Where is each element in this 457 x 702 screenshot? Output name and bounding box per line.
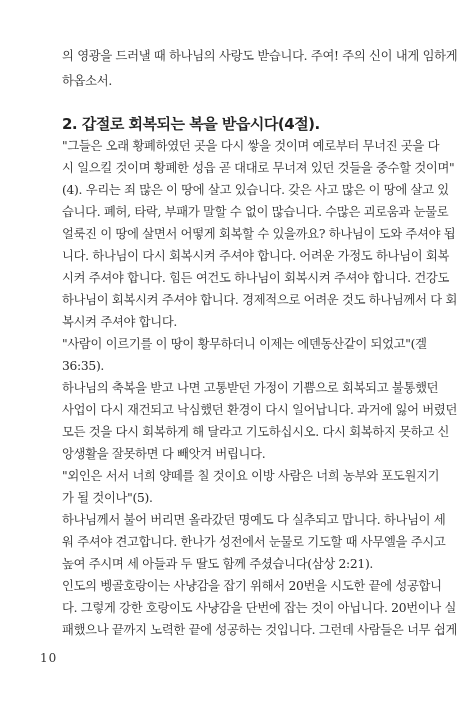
text-line: 가 될 것이나"(5). [62,491,153,505]
text-line: 얼룩진 이 땅에 살면서 어떻게 회복할 수 있을까요? 하나님이 도와 주셔야 됩 [62,227,456,241]
text-line: 패했으나 끝까지 노력한 끝에 성공하는 것입니다. 그런데 사람들은 너무 쉽게 [62,623,457,637]
text-line: 복시켜 주셔야 합니다. [62,315,178,329]
text-line: 니다. 하나님이 다시 회복시켜 주셔야 합니다. 어려운 가정도 하나님이 회복 [62,249,450,263]
text-line: "외인은 서서 너희 양떼를 칠 것이요 이방 사람은 너희 농부와 포도원지기 [62,469,440,483]
section-heading: 2. 갑절로 회복되는 복을 받읍시다(4절). [62,115,320,133]
text-line: 앙생활을 잘못하면 다 빼앗겨 버립니다. [62,447,266,461]
text-line: "사람이 이르기를 이 땅이 황무하더니 이제는 에덴동산같이 되었고"(겔 [62,337,427,351]
text-line: 인도의 벵골호랑이는 사냥감을 잡기 위해서 20번을 시도한 끝에 성공합니 [62,579,442,593]
text-line: (4). 우리는 죄 많은 이 땅에 살고 있습니다. 갖은 사고 많은 이 땅에 살고 있 [62,183,449,197]
text-line: 다. 그렇게 강한 호랑이도 사냥감을 단번에 잡는 것이 아닙니다. 20번이나 실 [62,601,457,615]
text-line: 모든 것을 다시 회복하게 해 달라고 기도하십시오. 다시 회복하지 못하고 신 [62,425,450,439]
text-line: 시켜 주셔야 합니다. 힘든 여건도 하나님이 회복시켜 주셔야 합니다. 건강도 [62,271,450,285]
text-line: 습니다. 폐허, 타락, 부패가 말할 수 없이 많습니다. 수많은 괴로움과 눈물로 [62,205,449,219]
text-line: 하옵소서. [62,74,112,88]
text-line: 하나님께서 불어 버리면 올라갔던 명예도 다 실추되고 맙니다. 하나님이 세 [62,513,446,527]
text-line: 높여 주시며 세 아들과 두 딸도 함께 주셨습니다(삼상 2:21). [62,557,374,571]
text-line: 하나님의 축복을 받고 나면 고통받던 가정이 기쁨으로 회복되고 불통했던 [62,381,439,395]
text-line: 36:35). [62,359,105,373]
text-line: 하나님이 회복시켜 주셔야 합니다. 경제적으로 어려운 것도 하나님께서 다 회 [62,293,457,307]
page-number: 10 [40,651,58,665]
text-line: 시 일으킬 것이며 황폐한 성읍 곧 대대로 무너져 있던 것들을 중수할 것이며" [62,161,455,175]
text-line: 워 주셔야 견고합니다. 한나가 성전에서 눈물로 기도할 때 사무엘을 주시고 [62,535,446,549]
text-line: "그들은 오래 황폐하였던 곳을 다시 쌓을 것이며 예로부터 무너진 곳을 다 [62,139,440,153]
text-line: 의 영광을 드러낼 때 하나님의 사랑도 받습니다. 주여! 주의 신이 내게 임하게 [62,49,457,63]
text-line: 사업이 다시 재건되고 낙심했던 환경이 다시 일어납니다. 과거에 잃어 버렸던 [62,403,457,417]
